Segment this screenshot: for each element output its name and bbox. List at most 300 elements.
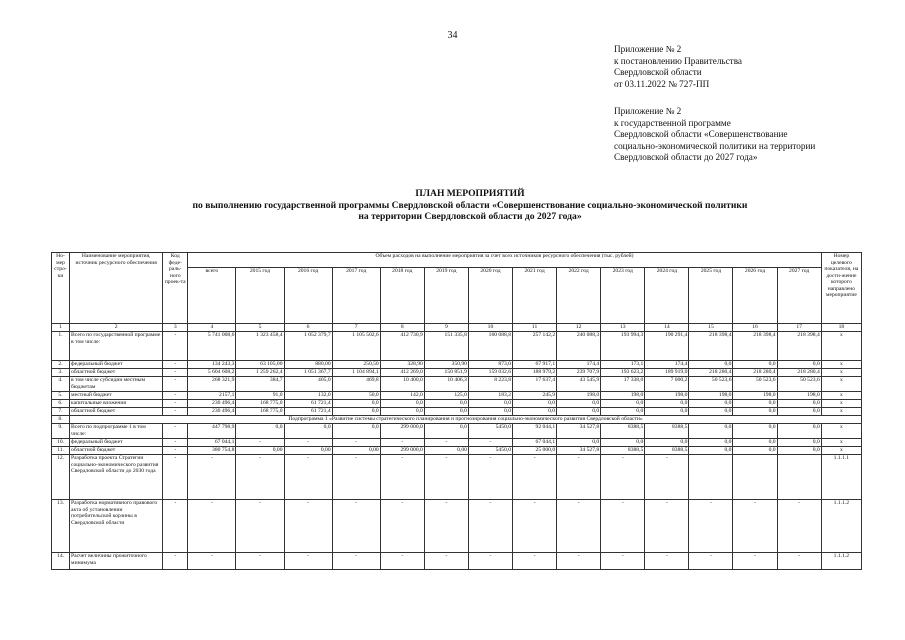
column-number: 8 bbox=[380, 324, 424, 332]
value-cell: 0,0 bbox=[601, 408, 645, 416]
value-cell: 405,0 bbox=[284, 377, 332, 392]
value-cell: - bbox=[188, 553, 236, 570]
value-cell: 67 917,1 bbox=[513, 361, 557, 369]
row-code: - bbox=[163, 424, 188, 439]
value-cell: 880,00 bbox=[284, 361, 332, 369]
plan-title-line: по выполнению государственной программы Свердловской области «Совершенствование социально-экономической политики bbox=[192, 199, 748, 211]
target-cell: x bbox=[821, 369, 861, 377]
value-cell: - bbox=[601, 455, 645, 500]
value-cell: - bbox=[188, 500, 236, 553]
value-cell: 0,00 bbox=[236, 447, 284, 455]
value-cell: 50 523,6 bbox=[689, 377, 733, 392]
value-cell: - bbox=[645, 553, 689, 570]
value-cell: 34 527,8 bbox=[557, 447, 601, 455]
value-cell: 0,0 bbox=[557, 439, 601, 447]
value-cell: 0,0 bbox=[468, 408, 512, 416]
appendix-line: к постановлению Правительства bbox=[614, 55, 742, 66]
value-cell: 125,0 bbox=[424, 392, 468, 400]
value-cell: 25 000,0 bbox=[513, 447, 557, 455]
column-number: 14 bbox=[645, 324, 689, 332]
plan-table bbox=[51, 252, 862, 570]
value-cell: 17 338,0 bbox=[601, 377, 645, 392]
year-header: 2019 год bbox=[424, 268, 468, 324]
value-cell: 0,0 bbox=[645, 400, 689, 408]
appendix-line: Свердловской области bbox=[614, 67, 702, 78]
table-row bbox=[52, 455, 862, 500]
row-number: 9. bbox=[52, 424, 70, 439]
value-cell: 0,0 bbox=[557, 408, 601, 416]
value-cell: 0,0 bbox=[332, 408, 380, 416]
value-cell: - bbox=[332, 455, 380, 500]
value-cell: - bbox=[284, 500, 332, 553]
value-cell: 0,0 bbox=[689, 361, 733, 369]
value-cell: - bbox=[332, 553, 380, 570]
row-number: 12. bbox=[52, 455, 70, 500]
row-code: - bbox=[163, 392, 188, 400]
value-cell: 299 000,0 bbox=[380, 424, 424, 439]
column-number: 15 bbox=[689, 324, 733, 332]
table-row bbox=[52, 408, 862, 416]
value-cell: - bbox=[380, 553, 424, 570]
value-cell bbox=[777, 455, 821, 500]
value-cell: - bbox=[424, 553, 468, 570]
value-cell: 1 051 367,7 bbox=[284, 369, 332, 377]
header-row-number: Но-мер стро-ки bbox=[52, 253, 70, 324]
value-cell: - bbox=[513, 500, 557, 553]
value-cell: 34 527,8 bbox=[557, 424, 601, 439]
year-header: 2017 год bbox=[332, 268, 380, 324]
column-number: 13 bbox=[601, 324, 645, 332]
value-cell: 0,0 bbox=[380, 408, 424, 416]
header-target: Номер целевого показателя, на дости-жение которого направлено мероприятие bbox=[821, 253, 861, 324]
header-name: Наименование мероприятия, источник ресурсного обеспечения bbox=[70, 253, 163, 324]
year-header: 2025 год bbox=[689, 268, 733, 324]
column-number: 7 bbox=[332, 324, 380, 332]
table-row bbox=[52, 332, 862, 361]
value-cell: 0,0 bbox=[601, 400, 645, 408]
value-cell: 0,0 bbox=[777, 408, 821, 416]
row-number: 13. bbox=[52, 500, 70, 553]
row-number: 11. bbox=[52, 447, 70, 455]
value-cell: 218 280,4 bbox=[689, 369, 733, 377]
row-name: областной бюджет bbox=[70, 408, 163, 416]
value-cell: - bbox=[380, 455, 424, 500]
value-cell: 159 032,6 bbox=[468, 369, 512, 377]
value-cell: 0,0 bbox=[689, 400, 733, 408]
value-cell: 188 979,2 bbox=[513, 369, 557, 377]
value-cell: 0,0 bbox=[645, 408, 689, 416]
value-cell: 412 269,0 bbox=[380, 369, 424, 377]
value-cell: 7 000,2 bbox=[645, 377, 689, 392]
value-cell: 0,0 bbox=[689, 447, 733, 455]
value-cell: - bbox=[689, 553, 733, 570]
appendix-line: Свердловской области «Совершенствование bbox=[614, 129, 788, 140]
value-cell: 160 088,8 bbox=[468, 332, 512, 361]
value-cell: - bbox=[236, 439, 284, 447]
target-cell: x bbox=[821, 447, 861, 455]
value-cell: 134 243,3 bbox=[188, 361, 236, 369]
target-cell: 1.1.1.1 bbox=[821, 455, 861, 500]
value-cell: 92 044,1 bbox=[513, 424, 557, 439]
table-row bbox=[52, 424, 862, 439]
value-cell: 0,0 bbox=[513, 400, 557, 408]
value-cell: 0,0 bbox=[380, 400, 424, 408]
value-cell: 218 280,4 bbox=[777, 369, 821, 377]
value-cell: - bbox=[424, 455, 468, 500]
value-cell: 189 919,0 bbox=[645, 369, 689, 377]
value-cell: 0,0 bbox=[733, 361, 777, 369]
value-cell: 142,0 bbox=[380, 392, 424, 400]
year-header: 2020 год bbox=[468, 268, 512, 324]
table-row bbox=[52, 447, 862, 455]
value-cell: 257 142,2 bbox=[513, 332, 557, 361]
value-cell: 1 323 458,4 bbox=[236, 332, 284, 361]
row-name: Разработка проекта Стратегии социально-экономического развития Свердловской области до 2030 года bbox=[70, 455, 163, 500]
value-cell: 0,0 bbox=[733, 439, 777, 447]
row-name: Разработка нормативного правового акта об установлении потребительской корзины в Свердловской области bbox=[70, 500, 163, 553]
value-cell: 151 335,8 bbox=[424, 332, 468, 361]
value-cell: - bbox=[601, 553, 645, 570]
value-cell: 0,0 bbox=[777, 400, 821, 408]
column-number: 9 bbox=[424, 324, 468, 332]
value-cell: 174,4 bbox=[645, 361, 689, 369]
table-row bbox=[52, 392, 862, 400]
value-cell: 250,50 bbox=[332, 361, 380, 369]
table-row bbox=[52, 400, 862, 408]
value-cell: 0,0 bbox=[424, 424, 468, 439]
column-number: 4 bbox=[188, 324, 236, 332]
target-cell: x bbox=[821, 408, 861, 416]
value-cell: - bbox=[513, 553, 557, 570]
value-cell: 0,0 bbox=[284, 424, 332, 439]
value-cell: 132,0 bbox=[284, 392, 332, 400]
value-cell: 469,8 bbox=[332, 377, 380, 392]
value-cell: 168 775,0 bbox=[236, 408, 284, 416]
value-cell: - bbox=[188, 455, 236, 500]
value-cell: 0,0 bbox=[332, 424, 380, 439]
value-cell: 0,0 bbox=[513, 408, 557, 416]
value-cell: - bbox=[557, 500, 601, 553]
plan-title-line: на территории Свердловской области до 2027 года» bbox=[358, 211, 582, 222]
value-cell: 8388,5 bbox=[645, 447, 689, 455]
value-cell: 0,0 bbox=[601, 439, 645, 447]
value-cell: 198,0 bbox=[601, 392, 645, 400]
header-code: Код феде-раль-ного проек-та bbox=[163, 253, 188, 324]
value-cell: 91,0 bbox=[236, 392, 284, 400]
value-cell: 0,0 bbox=[777, 424, 821, 439]
row-name: федеральный бюджет bbox=[70, 439, 163, 447]
value-cell: - bbox=[424, 439, 468, 447]
value-cell: - bbox=[689, 500, 733, 553]
value-cell: 8 223,8 bbox=[468, 377, 512, 392]
value-cell: - bbox=[645, 500, 689, 553]
value-cell bbox=[689, 455, 733, 500]
value-cell: - bbox=[468, 455, 512, 500]
row-code: - bbox=[163, 361, 188, 369]
column-number: 11 bbox=[513, 324, 557, 332]
row-code: - bbox=[163, 447, 188, 455]
row-name: областной бюджет bbox=[70, 369, 163, 377]
value-cell: - bbox=[284, 439, 332, 447]
value-cell: 50 523,6 bbox=[733, 377, 777, 392]
value-cell: 168 775,0 bbox=[236, 400, 284, 408]
year-header: 2021 год bbox=[513, 268, 557, 324]
row-number: 8. bbox=[52, 416, 70, 424]
row-name: областной бюджет bbox=[70, 447, 163, 455]
value-cell: 230 496,4 bbox=[188, 408, 236, 416]
table-row bbox=[52, 439, 862, 447]
value-cell: 61 721,4 bbox=[284, 408, 332, 416]
row-code: - bbox=[163, 553, 188, 570]
appendix-line: Приложение № 2 bbox=[614, 106, 682, 116]
value-cell: 1 052 379,7 bbox=[284, 332, 332, 361]
value-cell: - bbox=[468, 439, 512, 447]
value-cell: 10 406,3 bbox=[424, 377, 468, 392]
year-header: всего bbox=[188, 268, 236, 324]
value-cell: 1 259 262,4 bbox=[236, 369, 284, 377]
value-cell: - bbox=[601, 500, 645, 553]
year-header: 2024 год bbox=[645, 268, 689, 324]
value-cell: - bbox=[236, 455, 284, 500]
value-cell: 193 623,2 bbox=[601, 369, 645, 377]
value-cell: - bbox=[332, 439, 380, 447]
value-cell: 50 523,6 bbox=[777, 377, 821, 392]
page-number: 34 bbox=[447, 30, 458, 41]
column-number: 1 bbox=[52, 324, 70, 332]
row-code: - bbox=[163, 400, 188, 408]
value-cell: 873,0 bbox=[468, 361, 512, 369]
value-cell: 218 398,4 bbox=[689, 332, 733, 361]
appendix-line: Свердловской области до 2027 года» bbox=[614, 152, 758, 163]
value-cell: 0,0 bbox=[689, 439, 733, 447]
value-cell: 328,90 bbox=[380, 361, 424, 369]
row-number: 7. bbox=[52, 408, 70, 416]
row-number: 1. bbox=[52, 332, 70, 361]
column-number: 12 bbox=[557, 324, 601, 332]
value-cell: 8388,5 bbox=[645, 424, 689, 439]
value-cell: - bbox=[468, 553, 512, 570]
value-cell: - bbox=[777, 553, 821, 570]
value-cell: 0,0 bbox=[689, 408, 733, 416]
header-volume: Объем расходов на выполнение мероприятия за счет всех источников ресурсного обеспечения (тыс. рублей) bbox=[188, 253, 821, 268]
value-cell: 183,2 bbox=[468, 392, 512, 400]
year-header: 2016 год bbox=[284, 268, 332, 324]
row-code: - bbox=[163, 455, 188, 500]
plan-title-line: ПЛАН МЕРОПРИЯТИЙ bbox=[415, 188, 525, 199]
value-cell: - bbox=[513, 455, 557, 500]
value-cell: 1 104 894,1 bbox=[332, 369, 380, 377]
table-row bbox=[52, 377, 862, 392]
year-header: 2015 год bbox=[236, 268, 284, 324]
column-number: 3 bbox=[163, 324, 188, 332]
value-cell: - bbox=[468, 500, 512, 553]
table-row bbox=[52, 416, 862, 424]
value-cell: 67 044,1 bbox=[513, 439, 557, 447]
value-cell: 268 321,9 bbox=[188, 377, 236, 392]
value-cell: - bbox=[284, 455, 332, 500]
value-cell: - bbox=[557, 455, 601, 500]
target-cell: 1.1.1.2 bbox=[821, 553, 861, 570]
value-cell: - bbox=[733, 500, 777, 553]
value-cell: 0,0 bbox=[777, 439, 821, 447]
table-row bbox=[52, 369, 862, 377]
value-cell: 0,0 bbox=[424, 400, 468, 408]
value-cell: 239 707,9 bbox=[557, 369, 601, 377]
row-code: - bbox=[163, 332, 188, 361]
value-cell: 0,0 bbox=[733, 400, 777, 408]
value-cell: 8388,5 bbox=[601, 447, 645, 455]
row-code: - bbox=[163, 377, 188, 392]
value-cell: 447 798,9 bbox=[188, 424, 236, 439]
value-cell: 0,0 bbox=[733, 424, 777, 439]
row-name: местный бюджет bbox=[70, 392, 163, 400]
appendix-line: Приложение № 2 bbox=[614, 44, 682, 54]
value-cell: 0,00 bbox=[332, 447, 380, 455]
row-number: 5. bbox=[52, 392, 70, 400]
appendix-line: социально-экономической политики на территории bbox=[614, 140, 816, 151]
column-number: 16 bbox=[733, 324, 777, 332]
target-cell: x bbox=[821, 392, 861, 400]
value-cell: 173,1 bbox=[601, 361, 645, 369]
target-cell: 1.1.1.2 bbox=[821, 500, 861, 553]
row-number: 2. bbox=[52, 361, 70, 369]
value-cell: - bbox=[380, 439, 424, 447]
target-cell: x bbox=[821, 361, 861, 369]
value-cell: 174,4 bbox=[557, 361, 601, 369]
value-cell: 380 754,8 bbox=[188, 447, 236, 455]
value-cell: 193 994,3 bbox=[601, 332, 645, 361]
year-header: 2027 год bbox=[777, 268, 821, 324]
value-cell: - bbox=[332, 500, 380, 553]
value-cell: 245,9 bbox=[513, 392, 557, 400]
year-header: 2018 год bbox=[380, 268, 424, 324]
column-number: 18 bbox=[821, 324, 861, 332]
value-cell: 0,0 bbox=[424, 408, 468, 416]
value-cell: - bbox=[284, 553, 332, 570]
target-cell: x bbox=[821, 400, 861, 408]
row-name: Всего по государственной программе в том числе: bbox=[70, 332, 163, 361]
value-cell: 1 105 502,6 bbox=[332, 332, 380, 361]
table-row bbox=[52, 553, 862, 570]
year-header: 2023 год bbox=[601, 268, 645, 324]
value-cell: 384,7 bbox=[236, 377, 284, 392]
value-cell: 218 280,4 bbox=[733, 369, 777, 377]
appendix-to-program bbox=[614, 106, 815, 164]
column-number: 5 bbox=[236, 324, 284, 332]
value-cell: 0,0 bbox=[645, 439, 689, 447]
row-number: 4. bbox=[52, 377, 70, 392]
value-cell: 50,0 bbox=[332, 392, 380, 400]
value-cell: 63 105,00 bbox=[236, 361, 284, 369]
row-code: - bbox=[163, 500, 188, 553]
row-code: - bbox=[163, 439, 188, 447]
value-cell: - bbox=[557, 553, 601, 570]
value-cell: - bbox=[645, 455, 689, 500]
row-number: 10. bbox=[52, 439, 70, 447]
value-cell: 10 400,0 bbox=[380, 377, 424, 392]
year-header: 2022 год bbox=[557, 268, 601, 324]
value-cell: 5 604 608,2 bbox=[188, 369, 236, 377]
value-cell: 5 741 008,6 bbox=[188, 332, 236, 361]
column-number: 10 bbox=[468, 324, 512, 332]
value-cell: 0,0 bbox=[777, 361, 821, 369]
value-cell: - bbox=[236, 553, 284, 570]
value-cell: - bbox=[777, 500, 821, 553]
value-cell: 0,0 bbox=[733, 447, 777, 455]
row-name: федеральный бюджет bbox=[70, 361, 163, 369]
column-number: 17 bbox=[777, 324, 821, 332]
value-cell: 150 851,9 bbox=[424, 369, 468, 377]
column-number-row bbox=[52, 324, 862, 332]
value-cell: 0,00 bbox=[284, 447, 332, 455]
row-number: 6. bbox=[52, 400, 70, 408]
subprogram-title: Подпрограмма 1 «Развитие системы стратегического планирования и прогнозирования социально-экономического развития Свердловской области» bbox=[70, 416, 862, 424]
value-cell: 0,0 bbox=[777, 447, 821, 455]
target-cell: x bbox=[821, 332, 861, 361]
value-cell: 0,0 bbox=[733, 408, 777, 416]
table-row bbox=[52, 500, 862, 553]
appendix-line: к государственной программе bbox=[614, 117, 731, 128]
value-cell: 198,0 bbox=[557, 392, 601, 400]
value-cell: 0,0 bbox=[236, 424, 284, 439]
appendix-line: от 03.11.2022 № 727-ПП bbox=[614, 78, 710, 89]
value-cell: 43 545,9 bbox=[557, 377, 601, 392]
plan-title bbox=[120, 188, 820, 223]
target-cell: x bbox=[821, 424, 861, 439]
value-cell: 198,0 bbox=[645, 392, 689, 400]
value-cell bbox=[733, 455, 777, 500]
value-cell: 0,0 bbox=[468, 400, 512, 408]
row-code: - bbox=[163, 369, 188, 377]
value-cell: 230 496,4 bbox=[188, 400, 236, 408]
value-cell: 190 291,4 bbox=[645, 332, 689, 361]
value-cell: 67 044,1 bbox=[188, 439, 236, 447]
target-cell: x bbox=[821, 439, 861, 447]
value-cell: 198,0 bbox=[733, 392, 777, 400]
year-header: 2026 год bbox=[733, 268, 777, 324]
value-cell: - bbox=[733, 553, 777, 570]
value-cell: 2157,1 bbox=[188, 392, 236, 400]
value-cell: 61 721,4 bbox=[284, 400, 332, 408]
row-number: 3. bbox=[52, 369, 70, 377]
row-name: капитальные вложения bbox=[70, 400, 163, 408]
appendix-to-resolution bbox=[614, 44, 742, 90]
column-number: 2 bbox=[70, 324, 163, 332]
row-number: 14. bbox=[52, 553, 70, 570]
value-cell: 198,0 bbox=[777, 392, 821, 400]
column-number: 6 bbox=[284, 324, 332, 332]
header-row bbox=[52, 253, 862, 268]
value-cell: 8388,5 bbox=[601, 424, 645, 439]
value-cell: 412 730,9 bbox=[380, 332, 424, 361]
value-cell: 240 088,3 bbox=[557, 332, 601, 361]
value-cell: - bbox=[380, 500, 424, 553]
row-code: - bbox=[163, 408, 188, 416]
value-cell: 0,00 bbox=[424, 447, 468, 455]
value-cell: 0,0 bbox=[332, 400, 380, 408]
value-cell: 0,0 bbox=[689, 424, 733, 439]
value-cell: 5450,0 bbox=[468, 424, 512, 439]
value-cell: 0,0 bbox=[557, 400, 601, 408]
value-cell: - bbox=[424, 500, 468, 553]
value-cell: 218 398,4 bbox=[777, 332, 821, 361]
value-cell: - bbox=[236, 500, 284, 553]
value-cell: 17 637,4 bbox=[513, 377, 557, 392]
value-cell: 299 000,0 bbox=[380, 447, 424, 455]
table-row bbox=[52, 361, 862, 369]
row-name: в том числе субсидии местным бюджетам bbox=[70, 377, 163, 392]
value-cell: 198,0 bbox=[689, 392, 733, 400]
